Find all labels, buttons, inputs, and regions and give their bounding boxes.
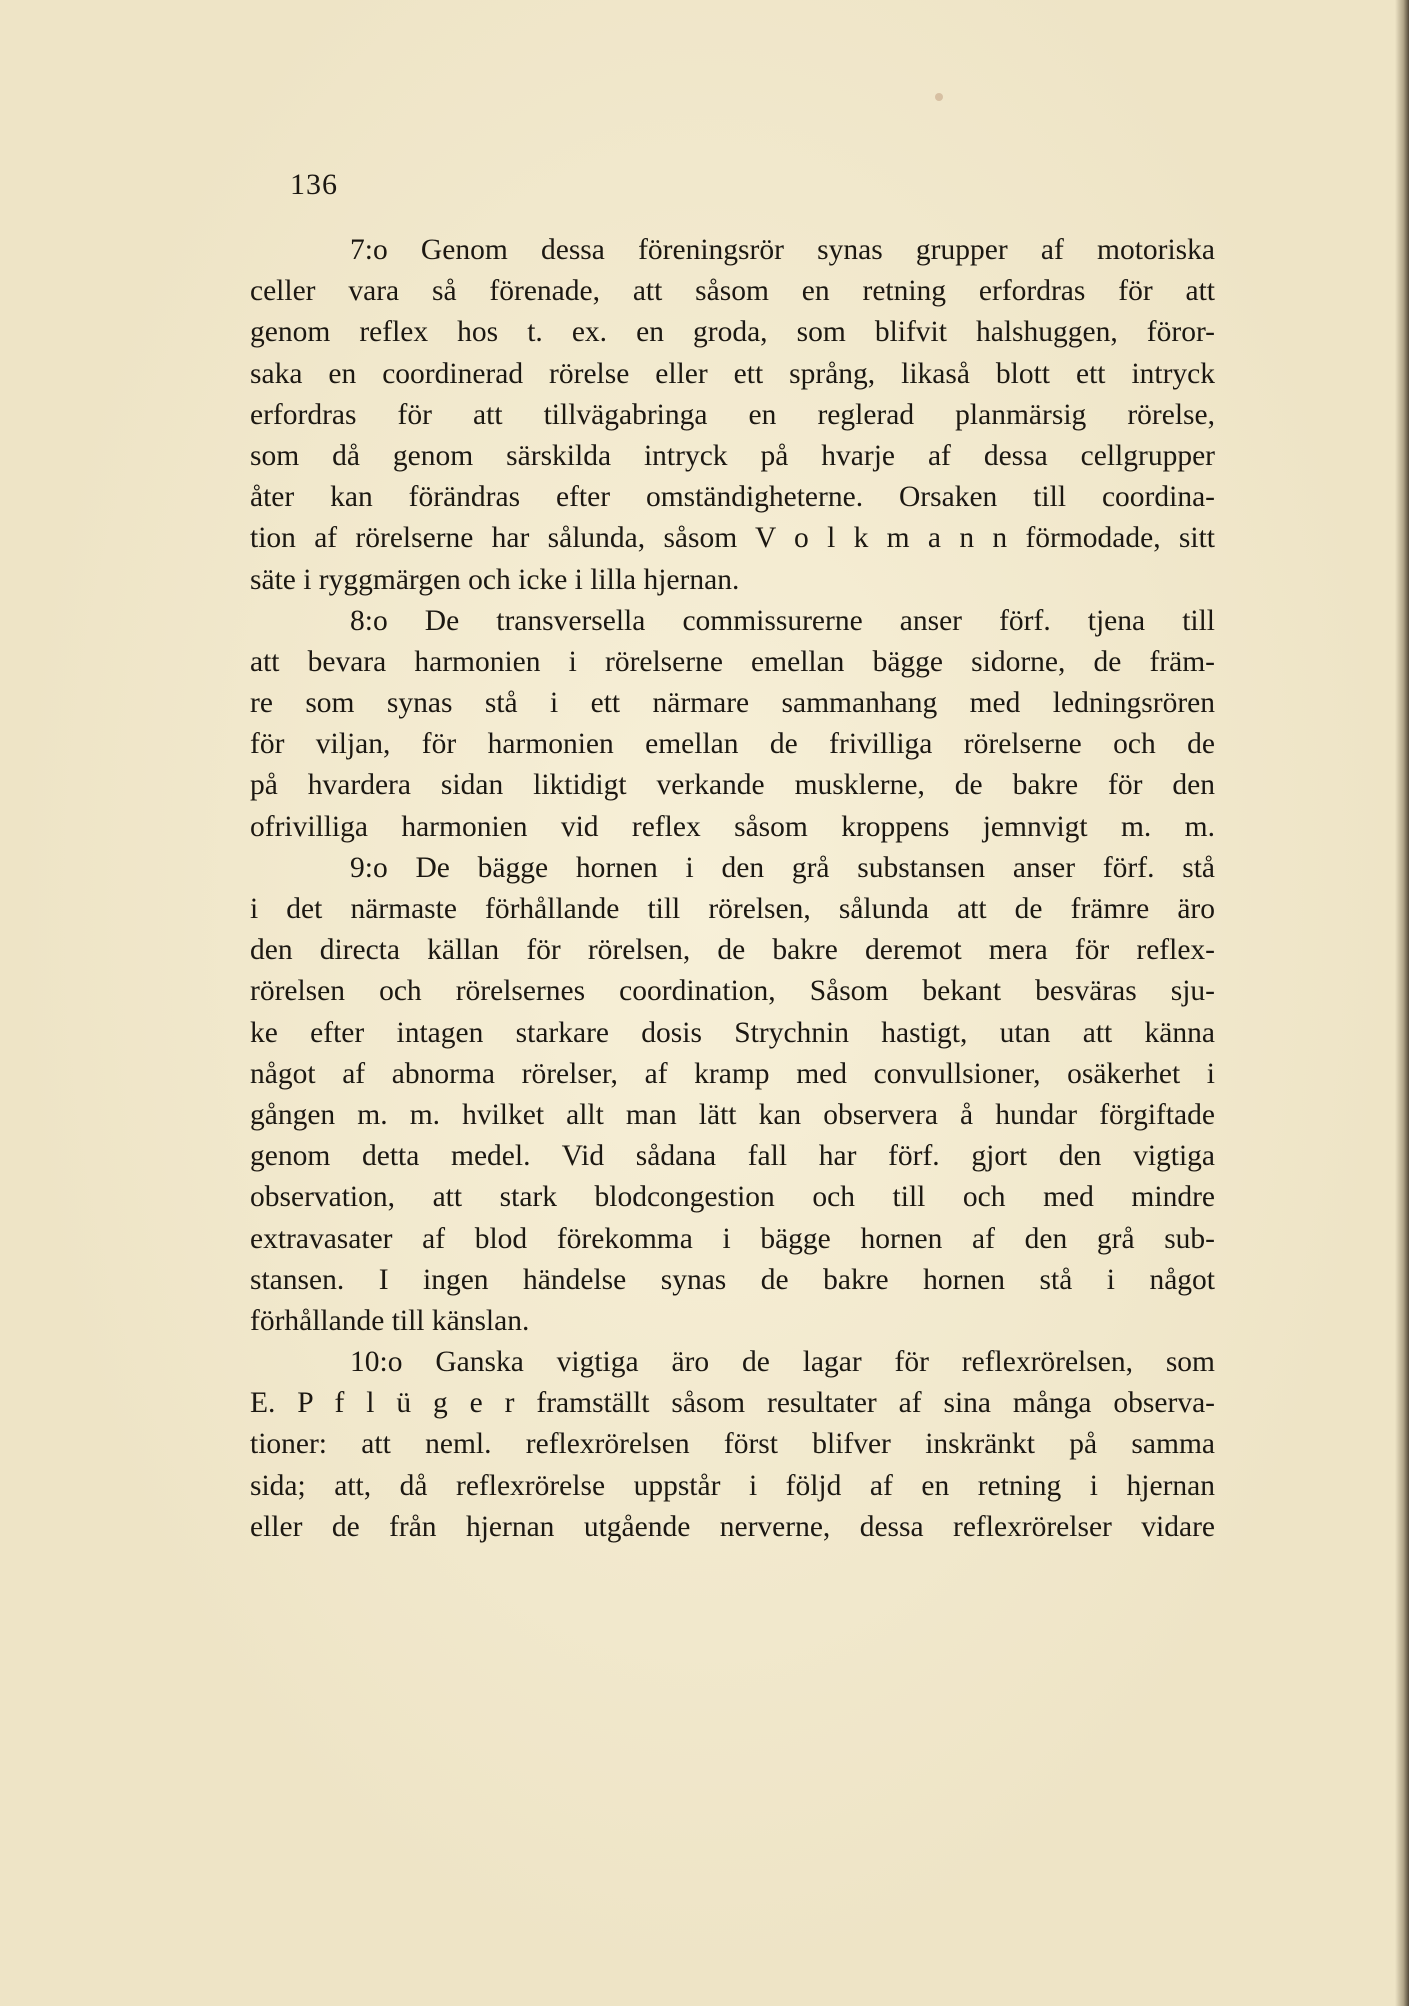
text-line: genom detta medel. Vid sådana fall har förf. gjort den vigtiga (250, 1140, 1215, 1173)
text-line: 7:o Genom dessa föreningsrör synas grupper af motoriska (350, 234, 1215, 266)
text-line: ke efter intagen starkare dosis Strychnin hastigt, utan att känna (250, 1016, 1215, 1049)
text-line: extravasater af blod förekomma i bägge hornen af den grå sub- (250, 1222, 1215, 1255)
text-line: saka en coordinerad rörelse eller ett språng, likaså blott ett intryck (250, 357, 1215, 390)
text-line: på hvardera sidan liktidigt verkande musklerne, de bakre för den (250, 769, 1215, 802)
text-line: säte i ryggmärgen och icke i lilla hjernan. (250, 563, 740, 596)
text-line: gången m. m. hvilket allt man lätt kan observera å hundar förgiftade (250, 1098, 1215, 1131)
text-line: att bevara harmonien i rörelserne emellan bägge sidorne, de främ- (250, 645, 1215, 678)
text-line: genom reflex hos t. ex. en groda, som blifvit halshuggen, föror- (250, 316, 1215, 349)
text-line: rörelsen och rörelsernes coordination, Såsom bekant besväras sju- (250, 975, 1215, 1008)
text-line: stansen. I ingen händelse synas de bakre hornen stå i något (250, 1263, 1215, 1296)
text-line: celler vara så förenade, att såsom en retning erfordras för att (250, 275, 1215, 308)
text-line: den directa källan för rörelsen, de bakre deremot mera för reflex- (250, 934, 1215, 967)
body-text (250, 230, 1215, 1548)
text-line: tion af rörelserne har sålunda, såsom V o l k m a n n förmodade, sitt (250, 522, 1215, 555)
text-line: ofrivilliga harmonien vid reflex såsom kroppens jemnvigt m. m. (250, 810, 1215, 843)
text-line: 8:o De transversella commissurerne anser förf. tjena till (350, 604, 1215, 637)
text-line: för viljan, för harmonien emellan de frivilliga rörelserne och de (250, 728, 1215, 761)
text-line: förhållande till känslan. (250, 1304, 530, 1337)
text-line: observation, att stark blodcongestion och till och med mindre (250, 1181, 1215, 1214)
text-line: något af abnorma rörelser, af kramp med convullsioner, osäkerhet i (250, 1057, 1215, 1090)
page-number: 136 (290, 168, 338, 201)
paper-speck (935, 93, 943, 101)
text-line: 10:o Ganska vigtiga äro de lagar för reflexrörelsen, som (350, 1346, 1215, 1379)
text-line: i det närmaste förhållande till rörelsen, sålunda att de främre äro (250, 893, 1215, 925)
text-line: E. P f l ü g e r framställt såsom resultater af sina många observa- (250, 1387, 1215, 1420)
text-line: som då genom särskilda intryck på hvarje af dessa cellgrupper (250, 439, 1215, 472)
text-line: sida; att, då reflexrörelse uppstår i följd af en retning i hjernan (250, 1469, 1215, 1502)
text-line: eller de från hjernan utgående nerverne, dessa reflexrörelser vidare (250, 1510, 1215, 1543)
text-line: åter kan förändras efter omständigheterne. Orsaken till coordina- (250, 481, 1215, 514)
page-edge-shadow (1395, 0, 1409, 2006)
text-line: re som synas stå i ett närmare sammanhang med ledningsrören (250, 687, 1215, 720)
text-line: tioner: att neml. reflexrörelsen först blifver inskränkt på samma (250, 1428, 1215, 1461)
text-line: 9:o De bägge hornen i den grå substansen anser förf. stå (350, 851, 1215, 884)
text-line: erfordras för att tillvägabringa en reglerad planmärsig rörelse, (250, 398, 1215, 431)
